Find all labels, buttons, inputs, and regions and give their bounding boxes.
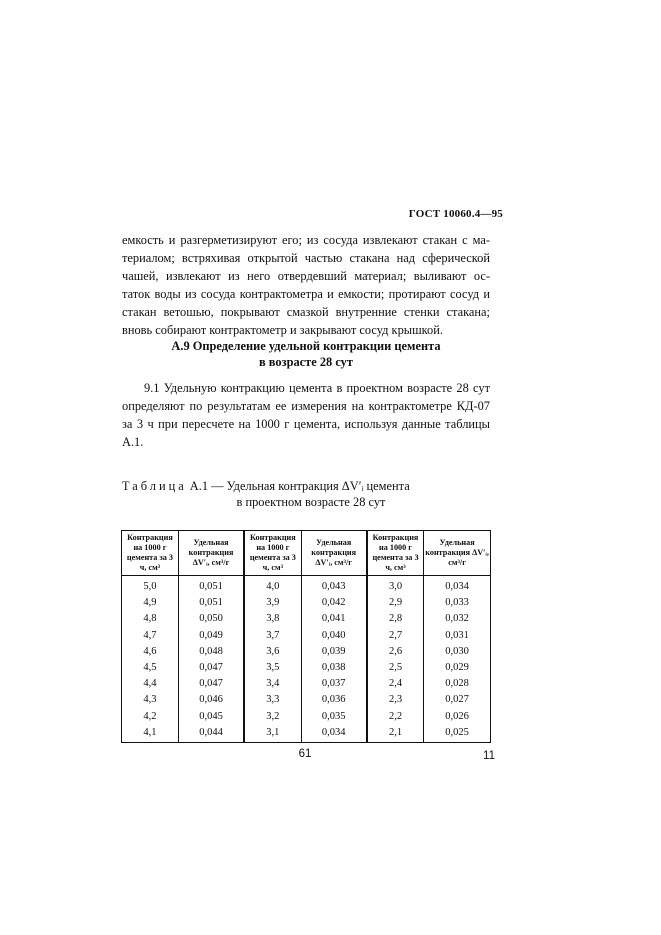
table-row xyxy=(122,725,491,743)
column-header: Удельная контракция ΔV′ᵢ, см³/г xyxy=(301,531,367,576)
section-title xyxy=(122,338,490,370)
paragraph-line: определяют по результатам ее измерения на контрактометре КД-07 xyxy=(122,399,490,413)
table-row xyxy=(122,611,491,627)
table-cell: 0,034 xyxy=(301,725,367,743)
table-cell: 2,8 xyxy=(367,611,424,627)
table-cell: 3,1 xyxy=(244,725,301,743)
table-row xyxy=(122,709,491,725)
section-title-line: в возрасте 28 сут xyxy=(259,355,353,369)
column-header: Контракция на 1000 г цемента за 3 ч, см³ xyxy=(244,531,301,576)
table-cell: 0,047 xyxy=(178,676,244,692)
table-caption-line2: в проектном возрасте 28 сут xyxy=(236,495,386,509)
paragraph-method xyxy=(122,379,490,451)
table-cell: 4,7 xyxy=(122,628,179,644)
paragraph-line: стакан ветошью, покрывают смазкой внутренние стенки стакана; xyxy=(122,305,490,319)
paragraph-line: чашей, извлекают из него отвердевший материал; выливают ос- xyxy=(122,269,490,283)
table-cell: 0,051 xyxy=(178,576,244,596)
table-cell: 0,029 xyxy=(424,660,491,676)
contraction-table xyxy=(121,530,491,743)
table-cell: 0,033 xyxy=(424,595,491,611)
table-cell: 0,047 xyxy=(178,660,244,676)
paragraph-line: териалом; встряхивая открытой частью стакана над сферической xyxy=(122,251,490,265)
column-header: Контракция на 1000 г цемента за 3 ч, см³ xyxy=(122,531,179,576)
table-cell: 4,9 xyxy=(122,595,179,611)
paragraph-procedure xyxy=(122,231,490,339)
table-cell: 0,044 xyxy=(178,725,244,743)
table-cell: 0,042 xyxy=(301,595,367,611)
table-cell: 2,5 xyxy=(367,660,424,676)
table-cell: 0,050 xyxy=(178,611,244,627)
table-cell: 2,9 xyxy=(367,595,424,611)
table-cell: 0,037 xyxy=(301,676,367,692)
table-row xyxy=(122,644,491,660)
table-row xyxy=(122,628,491,644)
table-cell: 3,8 xyxy=(244,611,301,627)
table-cell: 2,2 xyxy=(367,709,424,725)
paragraph-line: 9.1 Удельную контракцию цемента в проектном возрасте 28 сут xyxy=(144,381,490,395)
table-cell: 4,2 xyxy=(122,709,179,725)
table-cell: 3,5 xyxy=(244,660,301,676)
page-number-right: 11 xyxy=(483,750,495,762)
table-row xyxy=(122,660,491,676)
table-cell: 0,043 xyxy=(301,576,367,596)
table-cell: 4,8 xyxy=(122,611,179,627)
table-cell: 0,027 xyxy=(424,692,491,708)
table-caption-prefix: Таблица xyxy=(122,479,187,493)
table-cell: 3,4 xyxy=(244,676,301,692)
paragraph-line: за 3 ч при пересчете на 1000 г цемента, используя данные таблицы xyxy=(122,417,490,431)
column-header: Удельная контракция ΔV′ᵢ, см³/г xyxy=(424,531,491,576)
document-code: ГОСТ 10060.4—95 xyxy=(408,208,503,220)
table-cell: 4,0 xyxy=(244,576,301,596)
table-cell: 0,046 xyxy=(178,692,244,708)
table-cell: 4,5 xyxy=(122,660,179,676)
column-header: Контракция на 1000 г цемента за 3 ч, см³ xyxy=(367,531,424,576)
paragraph-line: емкость и разгерметизируют его; из сосуда извлекают стакан с ма- xyxy=(122,233,490,247)
table-row xyxy=(122,595,491,611)
table-cell: 3,3 xyxy=(244,692,301,708)
table-cell: 0,038 xyxy=(301,660,367,676)
table-cell: 2,6 xyxy=(367,644,424,660)
table-header-row xyxy=(122,531,491,576)
table-cell: 0,025 xyxy=(424,725,491,743)
table-caption-line xyxy=(122,478,490,494)
table-cell: 3,0 xyxy=(367,576,424,596)
table-row xyxy=(122,692,491,708)
table-cell: 0,041 xyxy=(301,611,367,627)
table-caption xyxy=(122,478,490,510)
table-row xyxy=(122,676,491,692)
table-cell: 4,3 xyxy=(122,692,179,708)
table-row xyxy=(122,576,491,596)
paragraph-line: А.1. xyxy=(122,435,144,449)
table-cell: 0,048 xyxy=(178,644,244,660)
table-cell: 0,031 xyxy=(424,628,491,644)
table-cell: 5,0 xyxy=(122,576,179,596)
table-cell: 0,036 xyxy=(301,692,367,708)
table-cell: 2,7 xyxy=(367,628,424,644)
table-cell: 0,049 xyxy=(178,628,244,644)
table-cell: 2,1 xyxy=(367,725,424,743)
table-cell: 0,035 xyxy=(301,709,367,725)
section-title-line: А.9 Определение удельной контракции цемента xyxy=(171,339,441,353)
table-cell: 3,6 xyxy=(244,644,301,660)
table-cell: 0,032 xyxy=(424,611,491,627)
table-cell: 3,7 xyxy=(244,628,301,644)
table-cell: 3,2 xyxy=(244,709,301,725)
table-cell: 2,3 xyxy=(367,692,424,708)
table-cell: 3,9 xyxy=(244,595,301,611)
table-cell: 4,1 xyxy=(122,725,179,743)
table-caption-text: А.1 — Удельная контракция ΔV′ᵢ цемента xyxy=(186,479,410,493)
page-number-center: 61 xyxy=(298,748,312,760)
table-cell: 0,030 xyxy=(424,644,491,660)
table-cell: 0,026 xyxy=(424,709,491,725)
table-cell: 0,040 xyxy=(301,628,367,644)
column-header: Удельная контракция ΔV′ᵢ, см³/г xyxy=(178,531,244,576)
table-cell: 0,051 xyxy=(178,595,244,611)
table-cell: 4,4 xyxy=(122,676,179,692)
table-cell: 4,6 xyxy=(122,644,179,660)
table-cell: 0,034 xyxy=(424,576,491,596)
table-cell: 0,045 xyxy=(178,709,244,725)
table-cell: 2,4 xyxy=(367,676,424,692)
table-cell: 0,028 xyxy=(424,676,491,692)
table-cell: 0,039 xyxy=(301,644,367,660)
paragraph-line: вновь собирают контрактометр и закрывают сосуд крышкой. xyxy=(122,323,443,337)
paragraph-line: таток воды из сосуда контрактометра и емкости; протирают сосуд и xyxy=(122,287,490,301)
